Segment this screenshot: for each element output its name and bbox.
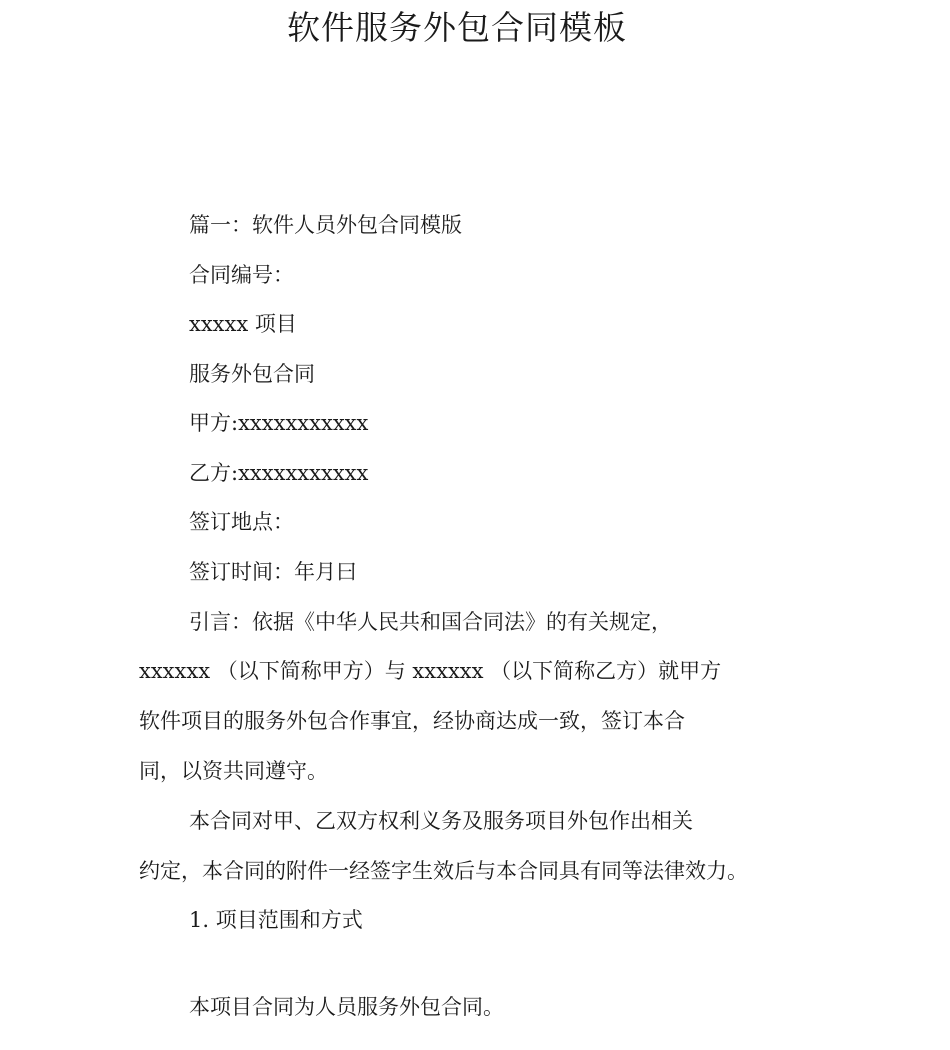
contract-number-label: 合同编号： bbox=[189, 263, 294, 287]
intro-line-1: 引言：依据《中华人民共和国合同法》的有关规定， bbox=[189, 610, 672, 634]
intro-line-2: xxxxxx （以下简称甲方）与 xxxxxx （以下简称乙方）就甲方 bbox=[139, 659, 722, 683]
party-b: 乙方:xxxxxxxxxxx bbox=[189, 461, 369, 485]
project-name: xxxxx 项目 bbox=[189, 312, 297, 336]
party-a: 甲方:xxxxxxxxxxx bbox=[189, 411, 369, 435]
agreement-line-2: 约定，本合同的附件一经签字生效后与本合同具有同等法律效力。 bbox=[139, 859, 748, 883]
signing-time: 签订时间：年月曰 bbox=[189, 560, 357, 584]
agreement-line-1: 本合同对甲、乙双方权利义务及服务项目外包作出相关 bbox=[189, 809, 693, 833]
section-1-heading: 1. 项目范围和方式 bbox=[189, 908, 363, 932]
section-1-body: 本项目合同为人员服务外包合同。 bbox=[189, 995, 504, 1019]
intro-line-3: 软件项目的服务外包合作事宜，经协商达成一致，签订本合 bbox=[139, 709, 685, 733]
section-heading: 篇一：软件人员外包合同模版 bbox=[189, 213, 462, 237]
intro-line-4: 同，以资共同遵守。 bbox=[139, 759, 328, 783]
document-title: 软件服务外包合同模板 bbox=[287, 8, 627, 47]
contract-type: 服务外包合同 bbox=[189, 362, 315, 386]
signing-location: 签订地点： bbox=[189, 510, 294, 534]
